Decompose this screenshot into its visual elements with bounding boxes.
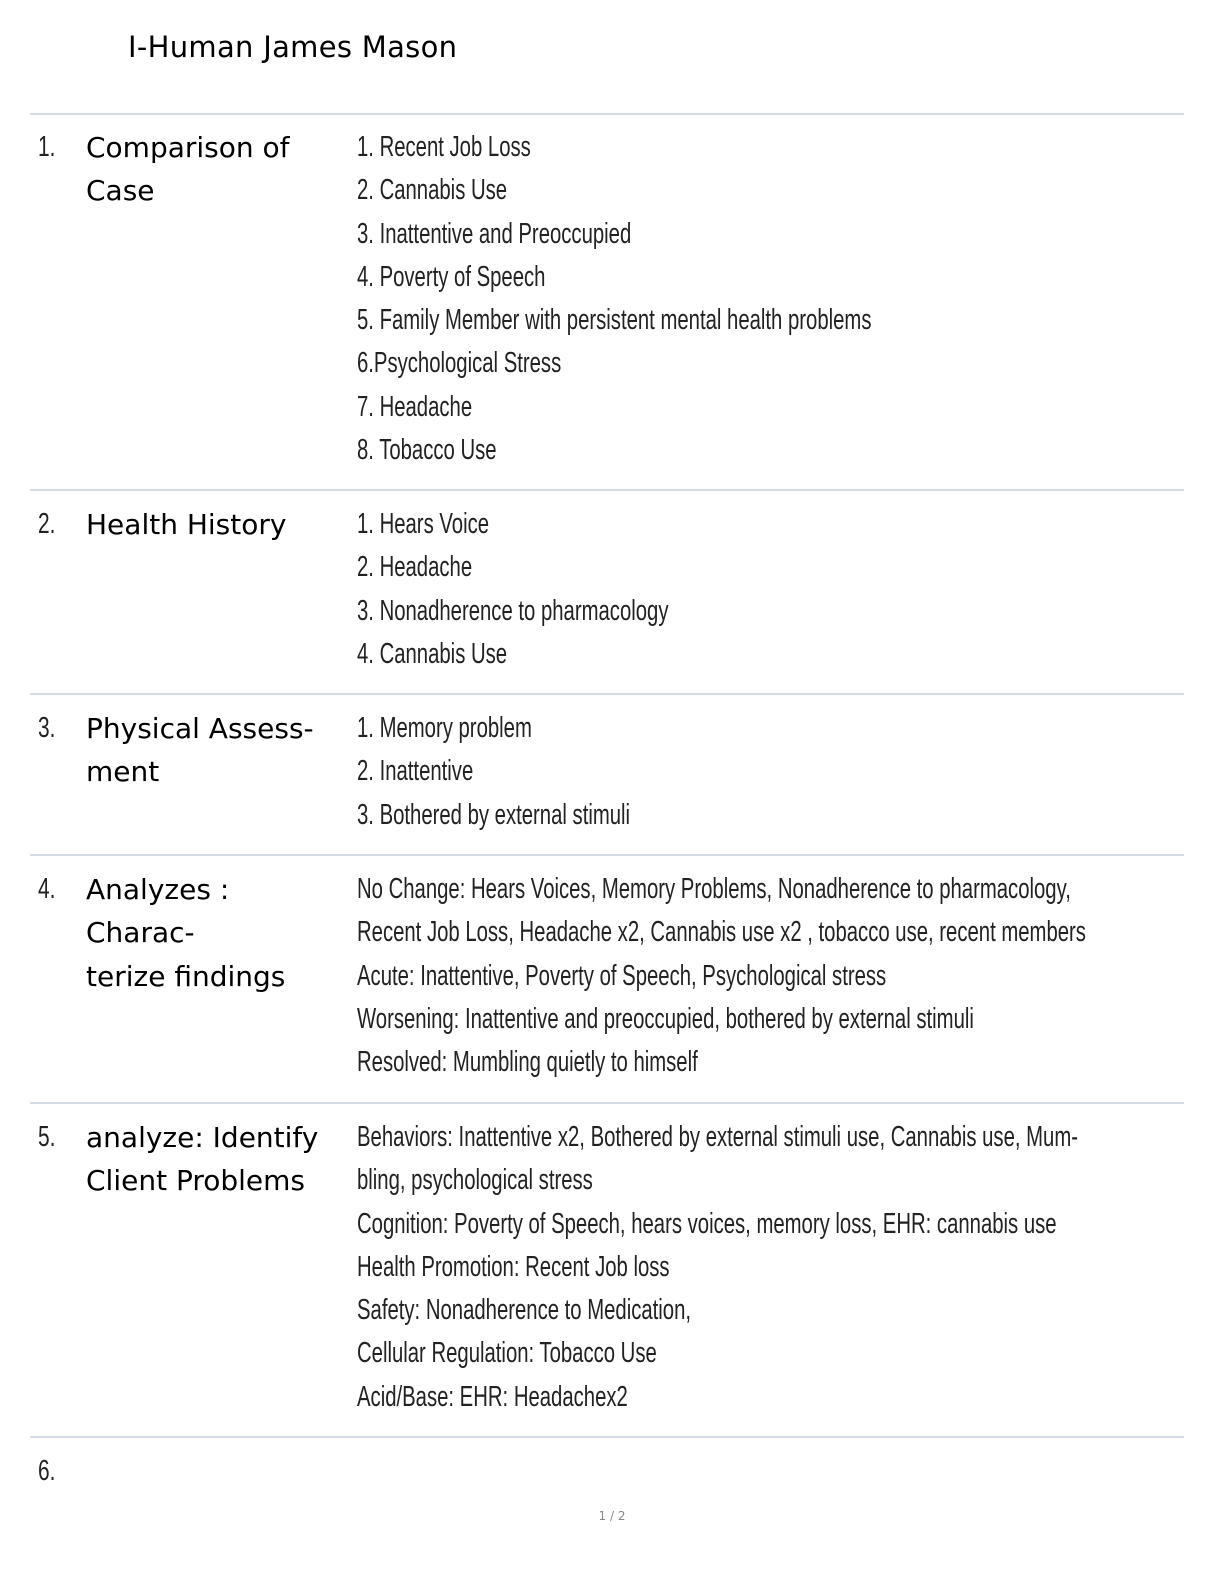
row-label: Comparison of Case <box>86 131 290 208</box>
list-item: Safety: Nonadherence to Medication, <box>357 1294 692 1327</box>
divider <box>30 854 1184 856</box>
list-item: Acute: Inattentive, Poverty of Speech, Psychological stress <box>357 959 887 992</box>
list-item: Resolved: Mumbling quietly to himself <box>357 1046 698 1079</box>
row-items <box>357 503 1148 676</box>
list-item: 5. Family Member with persistent mental health problems <box>357 304 872 337</box>
list-item: Worsening: Inattentive and preoccupied, bothered by external stimuli <box>357 1002 974 1035</box>
row-number: 3. <box>38 712 56 744</box>
row-label: analyze: Identify Client Problems <box>86 1121 319 1198</box>
list-item: 7. Headache <box>357 390 473 423</box>
row-items <box>357 1116 1148 1419</box>
list-item: 4. Cannabis Use <box>357 637 508 670</box>
list-item: Recent Job Loss, Headache x2, Cannabis use x2 , tobacco use, recent members <box>357 916 1086 949</box>
divider <box>30 113 1184 115</box>
row-number: 5. <box>38 1121 56 1153</box>
list-item: 2. Inattentive <box>357 755 474 788</box>
row-label: Analyzes : Charac- terize findings <box>86 873 286 993</box>
divider <box>30 693 1184 695</box>
row-label: Physical Assess- ment <box>86 712 314 789</box>
list-item: Cellular Regulation: Tobacco Use <box>357 1337 657 1370</box>
divider <box>30 1436 1184 1438</box>
list-item: No Change: Hears Voices, Memory Problems, Nonadherence to pharmacology, <box>357 873 1071 905</box>
list-item: 2. Cannabis Use <box>357 174 508 207</box>
list-item: 1. Memory problem <box>357 712 532 744</box>
list-item: 1. Hears Voice <box>357 508 490 540</box>
document-title: I-Human James Mason <box>128 30 458 64</box>
list-item: 6.Psychological Stress <box>357 347 562 380</box>
list-item: Cognition: Poverty of Speech, hears voices, memory loss, EHR: cannabis use <box>357 1207 1057 1240</box>
row-number: 2. <box>38 508 56 540</box>
page-indicator: 1 / 2 <box>598 1509 626 1523</box>
list-item: bling, psychological stress <box>357 1164 593 1197</box>
row-items <box>357 868 1148 1084</box>
row-number: 6. <box>38 1455 56 1487</box>
list-item: 2. Headache <box>357 551 473 584</box>
list-item: 3. Inattentive and Preoccupied <box>357 217 632 250</box>
list-item: Acid/Base: EHR: Headachex2 <box>357 1380 628 1413</box>
list-item: Behaviors: Inattentive x2, Bothered by external stimuli use, Cannabis use, Mum- <box>357 1121 1079 1153</box>
divider <box>30 1102 1184 1104</box>
row-items <box>357 707 1148 837</box>
list-item: Health Promotion: Recent Job loss <box>357 1250 670 1283</box>
divider <box>30 489 1184 491</box>
list-item: 4. Poverty of Speech <box>357 260 546 293</box>
row-items <box>357 126 1148 472</box>
row-number: 4. <box>38 873 56 905</box>
list-item: 3. Nonadherence to pharmacology <box>357 594 669 627</box>
list-item: 1. Recent Job Loss <box>357 131 531 163</box>
list-item: 3. Bothered by external stimuli <box>357 798 631 831</box>
list-item: 8. Tobacco Use <box>357 434 497 467</box>
row-number: 1. <box>38 131 56 163</box>
row-label: Health History <box>86 508 287 541</box>
